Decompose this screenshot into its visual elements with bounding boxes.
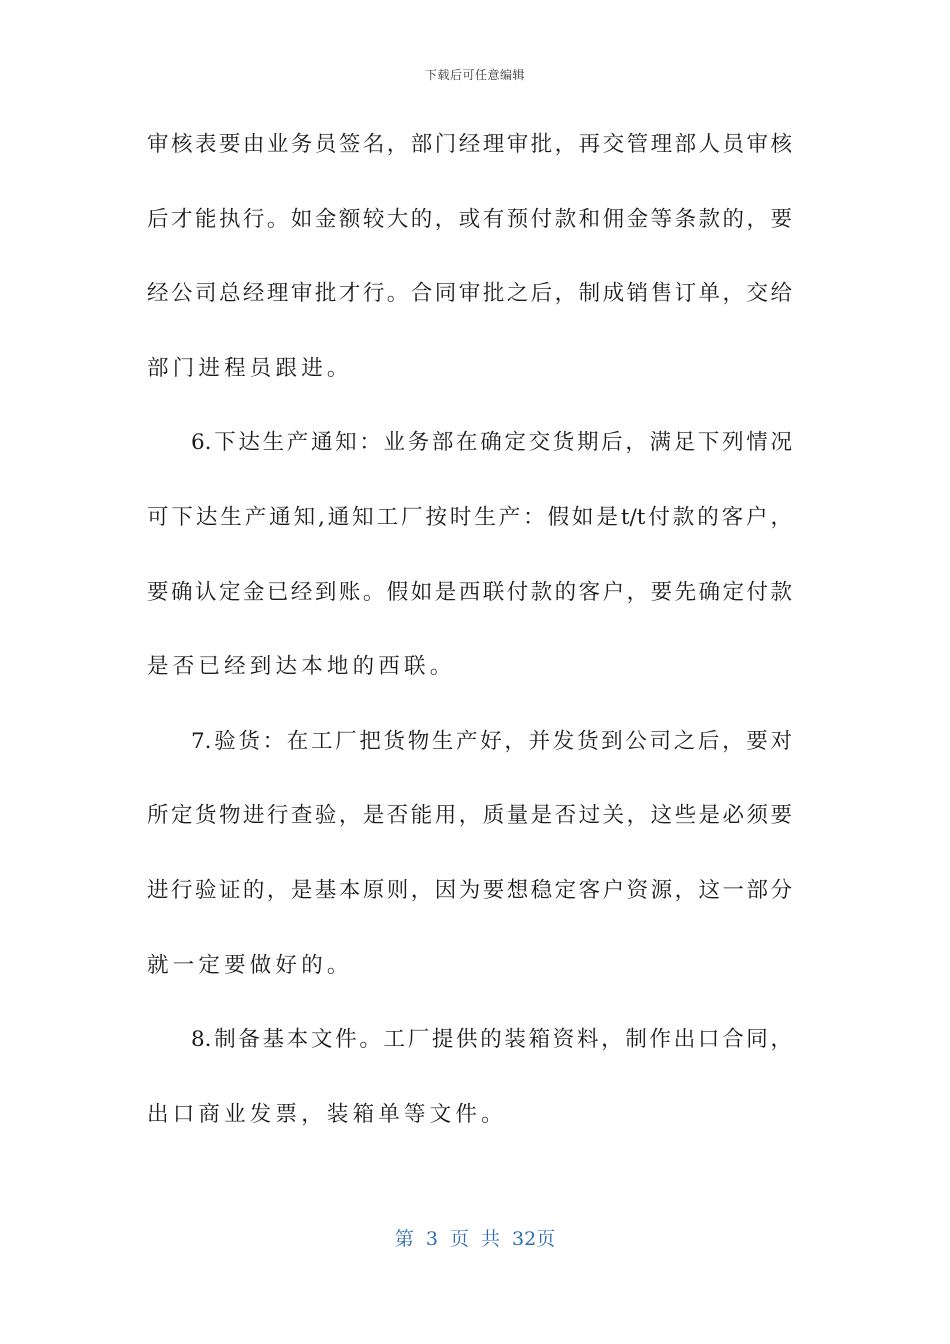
text-line: 7.验货：在工厂把货物生产好，并发货到公司之后，要对 [191, 728, 792, 754]
text-line: 经公司总经理审批才行。合同审批之后，制成销售订单，交给 [147, 281, 792, 307]
text-line: 进行验证的，是基本原则，因为要想稳定客户资源，这一部分 [147, 877, 792, 903]
text-line: 就一定要做好的。 [147, 952, 353, 978]
text-line: 审核表要由业务员签名，部门经理审批，再交管理部人员审核 [147, 132, 792, 157]
page-number-footer: 第 3 页 共 32页 [394, 1228, 556, 1250]
text-line: 出口商业发票，装箱单等文件。 [147, 1101, 507, 1127]
page-header: 下载后可任意编辑 [424, 68, 525, 82]
document-body [147, 120, 792, 1164]
text-line: 6.下达生产通知：业务部在确定交货期后，满足下列情况 [191, 430, 792, 456]
text-line: 8.制备基本文件。工厂提供的装箱资料，制作出口合同， [191, 1027, 792, 1053]
text-line: 要确认定金已经到账。假如是西联付款的客户，要先确定付款 [147, 579, 792, 605]
text-line: 后才能执行。如金额较大的，或有预付款和佣金等条款的，要 [147, 206, 792, 232]
text-line: 可下达生产通知,通知工厂按时生产：假如是t/t付款的客户， [147, 504, 792, 530]
text-line: 所定货物进行查验，是否能用，质量是否过关，这些是必须要 [147, 803, 792, 829]
text-line: 部门进程员跟进。 [147, 355, 353, 381]
text-line: 是否已经到达本地的西联。 [147, 654, 456, 680]
